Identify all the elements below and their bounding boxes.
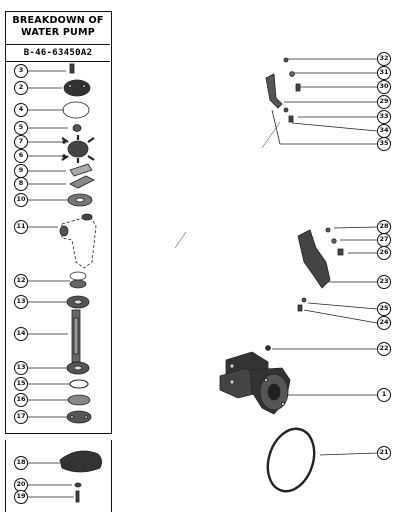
nut-part [284, 108, 288, 112]
callout-16: 16 [14, 393, 28, 407]
callout-31: 31 [377, 66, 391, 80]
callout-12: 12 [14, 274, 28, 288]
callout-34: 34 [377, 124, 391, 138]
callout-4: 4 [14, 103, 28, 117]
callout-2: 2 [14, 81, 28, 95]
callout-29: 29 [377, 95, 391, 109]
disc-hole [76, 198, 84, 202]
callout-33: 33 [377, 110, 391, 124]
washer-part [332, 239, 336, 243]
small-screw-part [76, 491, 79, 502]
callout-15: 15 [14, 377, 28, 391]
washer-part [302, 298, 306, 302]
part-number: B-46-63450A2 [23, 48, 93, 58]
callout-13: 13 [14, 295, 28, 309]
bearing-hole [74, 300, 82, 304]
housing-port [60, 226, 68, 236]
bearing-hole [74, 366, 82, 370]
leader-line [320, 453, 377, 455]
callout-10: 10 [14, 193, 28, 207]
screw-part [298, 305, 302, 311]
cap-part [73, 125, 81, 132]
callout-13-lower: 13 [14, 361, 28, 375]
leader-line [308, 303, 377, 309]
o-ring-part [326, 228, 330, 232]
wear-plate-part [70, 176, 94, 188]
screw-part [70, 64, 74, 73]
pin-part [63, 155, 66, 158]
callout-19: 19 [14, 490, 28, 504]
leader-line [304, 310, 377, 323]
large-o-ring-part [260, 423, 322, 497]
callout-3: 3 [14, 64, 28, 78]
flange-hole [71, 416, 74, 419]
shaft-highlight [74, 318, 78, 354]
leader-line [262, 122, 280, 148]
assembled-pump-part [220, 352, 290, 414]
callout-9: 9 [14, 164, 28, 178]
callout-32: 32 [377, 52, 391, 66]
callout-30: 30 [377, 80, 391, 94]
plate-part [70, 164, 92, 176]
o-ring-part [284, 58, 288, 62]
seal-part [70, 280, 86, 288]
impeller-part [62, 135, 94, 163]
callout-8: 8 [14, 177, 28, 191]
gasket-part [63, 102, 89, 118]
cover-hole [69, 85, 72, 88]
leader-line [272, 110, 280, 144]
callout-35: 35 [377, 137, 391, 151]
leader-line [334, 227, 377, 228]
washer-part [290, 72, 295, 77]
callout-11: 11 [14, 220, 28, 234]
pin-part [63, 141, 66, 144]
callout-18: 18 [14, 456, 28, 470]
small-washer-part [75, 483, 81, 487]
cover-hole [83, 85, 86, 88]
housing-outline [62, 216, 96, 268]
seal-part [70, 272, 86, 280]
base-cover-part [60, 451, 102, 472]
snap-ring-part [70, 380, 88, 388]
callout-28: 28 [377, 220, 391, 234]
callout-27: 27 [377, 233, 391, 247]
leader-line [292, 123, 377, 131]
callout-21: 21 [377, 446, 391, 460]
callout-6: 6 [14, 149, 28, 163]
callout-1: 1 [377, 388, 391, 402]
title-line-1: BREAKDOWN OF [12, 15, 104, 26]
callout-7: 7 [14, 135, 28, 149]
callout-23: 23 [377, 275, 391, 289]
plug-part [266, 346, 271, 351]
callout-22: 22 [377, 342, 391, 356]
title-line-2: WATER PUMP [20, 27, 96, 38]
leader-line [175, 232, 186, 248]
flange-hole [85, 416, 88, 419]
callout-26: 26 [377, 246, 391, 260]
screw-part [296, 84, 300, 91]
callout-25: 25 [377, 302, 391, 316]
washer-part [68, 395, 90, 405]
callout-5: 5 [14, 121, 28, 135]
housing-top [82, 214, 92, 220]
pump-cover-part [64, 80, 90, 96]
callout-17: 17 [14, 410, 28, 424]
callout-14: 14 [14, 327, 28, 341]
bolt-part [338, 249, 343, 255]
bracket-part [298, 230, 330, 288]
screw-part [289, 116, 293, 122]
callout-24: 24 [377, 316, 391, 330]
elbow-tube-part [266, 74, 282, 108]
callout-20: 20 [14, 478, 28, 492]
